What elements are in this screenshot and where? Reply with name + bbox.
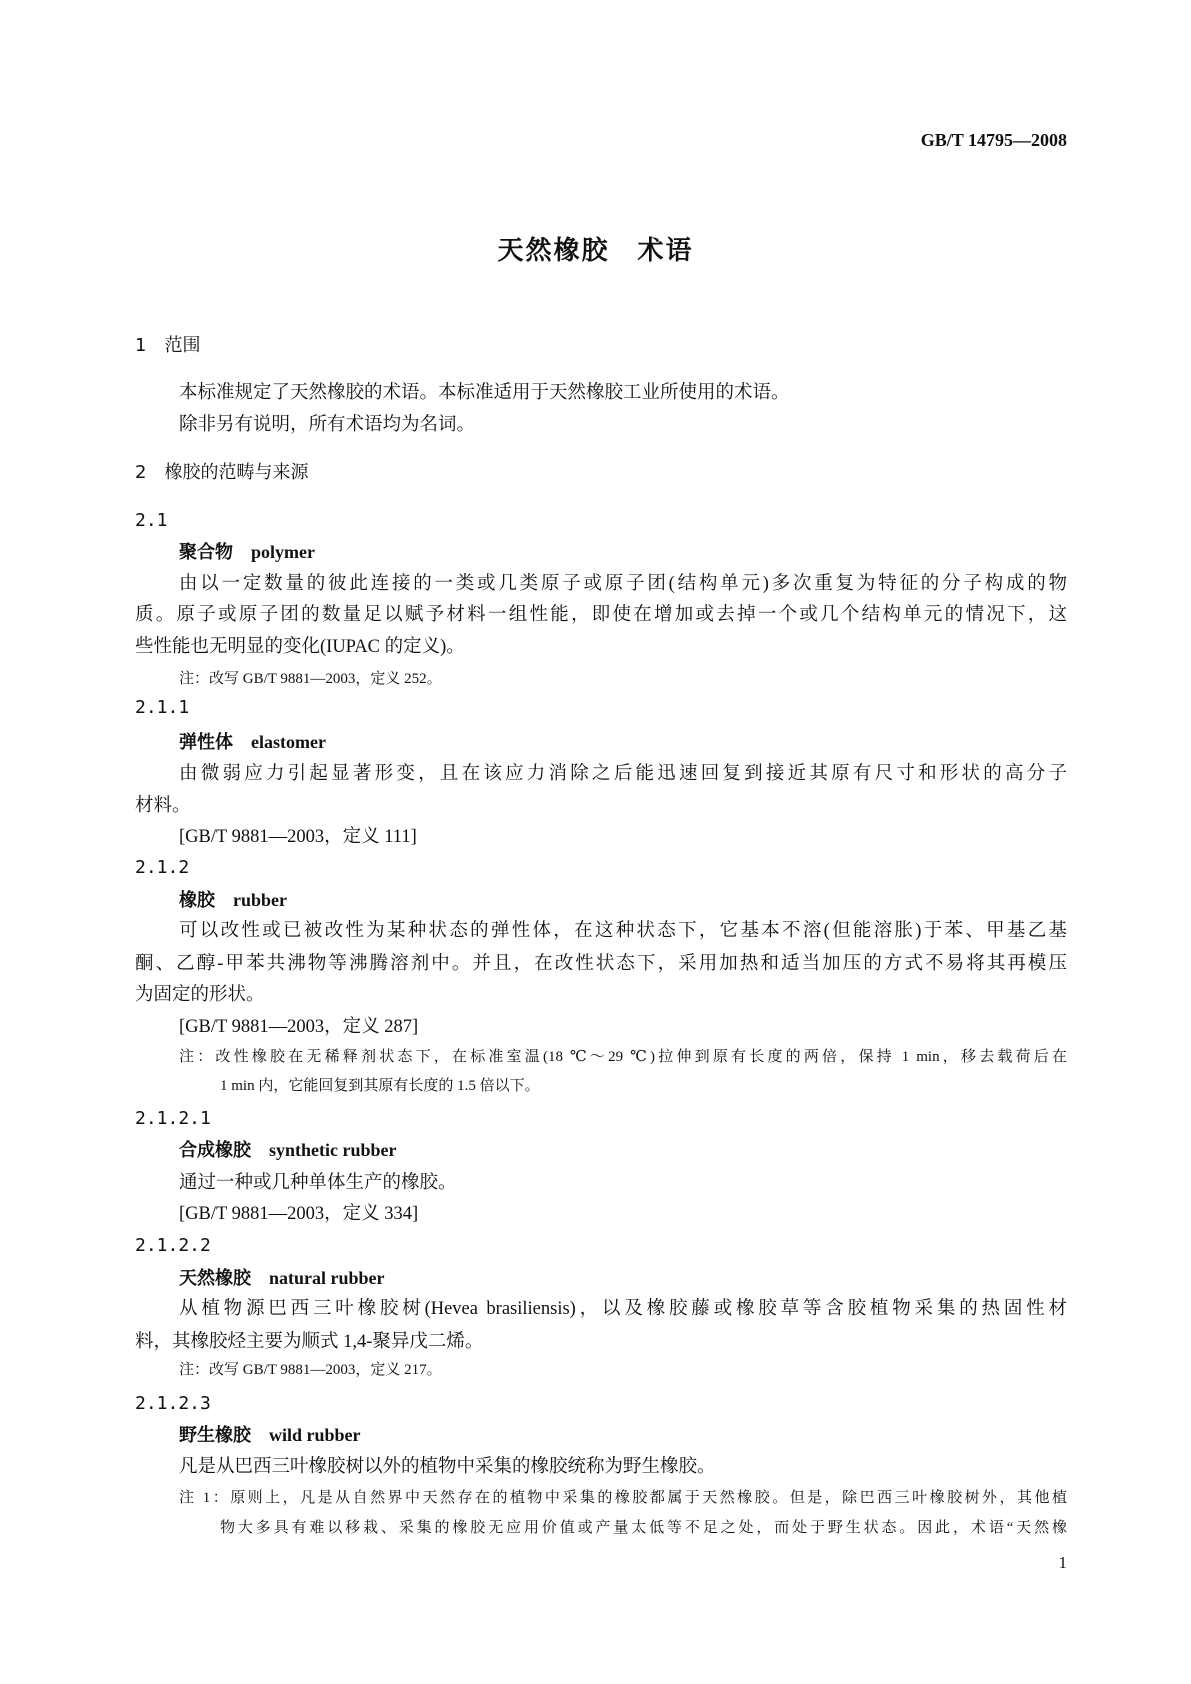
paragraph-line: 质。原子或原子团的数量足以赋予材料一组性能，即使在增加或去掉一个或几个结构单元的情况下，这 bbox=[135, 605, 1067, 625]
term-entry: 聚合物 polymer bbox=[179, 542, 315, 562]
clause-number: 2.1.2.2 bbox=[135, 1235, 211, 1256]
paragraph-line: 酮、乙醇-甲苯共沸物等沸腾溶剂中。并且，在改性状态下，采用加热和适当加压的方式不易将其再模压 bbox=[135, 954, 1067, 974]
paragraph-line: 材料。 bbox=[135, 796, 191, 816]
paragraph-line: 除非另有说明，所有术语均为名词。 bbox=[179, 415, 476, 435]
paragraph-line: [GB/T 9881—2003，定义 334] bbox=[179, 1204, 419, 1224]
paragraph-line: 为固定的形状。 bbox=[135, 985, 265, 1005]
note-line: 注 1：原则上，凡是从自然界中天然存在的植物中采集的橡胶都属于天然橡胶。但是，除巴西三叶橡胶树外，其他植 bbox=[179, 1490, 1067, 1506]
term-entry: 天然橡胶 natural rubber bbox=[179, 1268, 385, 1288]
note-line: 物大多具有难以移栽、采集的橡胶无应用价值或产量太低等不足之处，而处于野生状态。因此，术语“天然橡 bbox=[220, 1520, 1067, 1536]
standard-number-header: GB/T 14795—2008 bbox=[920, 130, 1067, 150]
paragraph-line: 通过一种或几种单体生产的橡胶。 bbox=[179, 1173, 457, 1193]
paragraph-line: [GB/T 9881—2003，定义 287] bbox=[179, 1017, 419, 1037]
term-entry: 野生橡胶 wild rubber bbox=[179, 1425, 361, 1445]
paragraph-line: 可以改性或已被改性为某种状态的弹性体，在这种状态下，它基本不溶(但能溶胀)于苯、甲基乙基 bbox=[179, 921, 1067, 941]
clause-number: 2.1.2.3 bbox=[135, 1393, 211, 1414]
section-heading: 1 范围 bbox=[135, 335, 201, 356]
term-entry: 弹性体 elastomer bbox=[179, 732, 326, 752]
paragraph-line: 料，其橡胶烃主要为顺式 1,4-聚异戊二烯。 bbox=[135, 1332, 484, 1352]
paragraph-line: 本标准规定了天然橡胶的术语。本标准适用于天然橡胶工业所使用的术语。 bbox=[179, 383, 790, 403]
paragraph-line: 由以一定数量的彼此连接的一类或几类原子或原子团(结构单元)多次重复为特征的分子构成的物 bbox=[179, 574, 1067, 594]
term-entry: 合成橡胶 synthetic rubber bbox=[179, 1140, 397, 1160]
paragraph-line: 由微弱应力引起显著形变，且在该应力消除之后能迅速回复到接近其原有尺寸和形状的高分子 bbox=[179, 764, 1067, 784]
clause-number: 2.1 bbox=[135, 510, 168, 531]
note-line: 注：改写 GB/T 9881—2003，定义 252。 bbox=[179, 671, 442, 687]
document-title: 天然橡胶 术语 bbox=[497, 236, 694, 266]
clause-number: 2.1.2 bbox=[135, 857, 190, 878]
note-line: 注：改写 GB/T 9881—2003，定义 217。 bbox=[179, 1362, 442, 1378]
paragraph-line: [GB/T 9881—2003，定义 111] bbox=[179, 827, 417, 847]
note-line: 注：改性橡胶在无稀释剂状态下，在标准室温(18 ℃～29 ℃)拉伸到原有长度的两倍，保持 1 min，移去载荷后在 bbox=[179, 1049, 1067, 1065]
term-entry: 橡胶 rubber bbox=[179, 890, 287, 910]
clause-number: 2.1.1 bbox=[135, 697, 190, 718]
note-line: 1 min 内，它能回复到其原有长度的 1.5 倍以下。 bbox=[220, 1078, 540, 1094]
paragraph-line: 些性能也无明显的变化(IUPAC 的定义)。 bbox=[135, 637, 465, 657]
paragraph-line: 从植物源巴西三叶橡胶树(Hevea brasiliensis)，以及橡胶藤或橡胶草等含胶植物采集的热固性材 bbox=[179, 1299, 1067, 1319]
clause-number: 2.1.2.1 bbox=[135, 1108, 211, 1129]
paragraph-line: 凡是从巴西三叶橡胶树以外的植物中采集的橡胶统称为野生橡胶。 bbox=[179, 1457, 716, 1477]
page-number: 1 bbox=[1058, 1553, 1067, 1572]
section-heading: 2 橡胶的范畴与来源 bbox=[135, 462, 309, 483]
